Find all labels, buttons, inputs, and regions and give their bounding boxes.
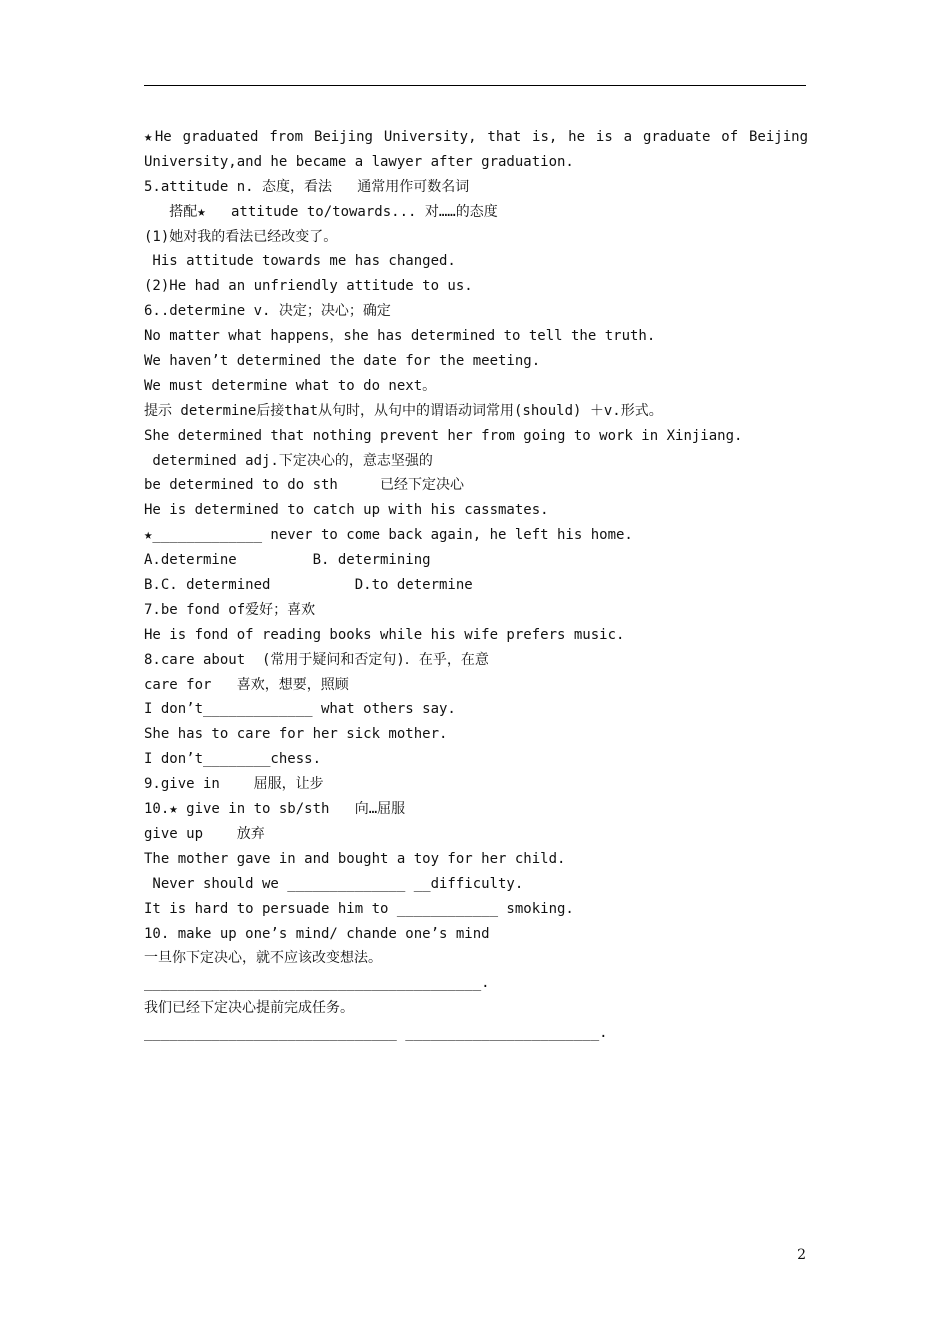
text-line: A.determine B. determining [144, 552, 431, 569]
document-body [144, 125, 808, 1046]
header-rule [144, 85, 806, 86]
text-line: His attitude towards me has changed. [144, 253, 456, 270]
text-line: ★_____________ never to come back again, he left his home. [144, 527, 633, 544]
text-line: He is fond of reading books while his wife prefers music. [144, 626, 625, 643]
text-line: be determined to do sth 已经下定决心 [144, 477, 465, 494]
text-line: B.C. determined D.to determine [144, 577, 473, 594]
text-line: (2)He had an unfriendly attitude to us. [144, 278, 473, 295]
text-line: I don’t_____________ what others say. [144, 701, 456, 718]
page-number: 2 [797, 1247, 806, 1263]
text-line: We must determine what to do next。 [144, 377, 437, 394]
text-line: The mother gave in and bought a toy for her child. [144, 850, 566, 867]
text-line: 7.be fond of爱好；喜欢 [144, 601, 316, 618]
text-line: ______________________________ _______________________. [144, 1025, 608, 1042]
text-line: 10.★ give in to sb/sth 向…屈服 [144, 801, 406, 818]
text-line: ________________________________________. [144, 975, 490, 992]
text-line: We haven’t determined the date for the meeting. [144, 353, 541, 370]
text-line: ★He graduated from Beijing University, that is, he is a graduate of Beijing [144, 129, 808, 145]
text-line: University,and he became a lawyer after graduation. [144, 153, 574, 170]
text-line: care for 喜欢，想要，照顾 [144, 676, 349, 693]
text-line: 10. make up one’s mind/ chande one’s mind [144, 925, 490, 942]
text-line: I don’t________chess. [144, 751, 322, 768]
text-line: 搭配★ attitude to/towards... 对……的态度 [144, 203, 498, 220]
text-line: determined adj.下定决心的，意志坚强的 [144, 452, 433, 469]
text-line: 5.attitude n. 态度，看法 通常用作可数名词 [144, 178, 470, 195]
text-line: She has to care for her sick mother. [144, 726, 448, 743]
text-line: (1)她对我的看法已经改变了。 [144, 228, 338, 245]
text-line: 一旦你下定决心，就不应该改变想法。 [144, 950, 382, 967]
text-line: He is determined to catch up with his cassmates. [144, 502, 549, 519]
text-line: No matter what happens，she has determined to tell the truth. [144, 328, 656, 345]
text-line: 9.give in 屈服，让步 [144, 776, 324, 793]
text-line: 提示 determine后接that从句时，从句中的谓语动词常用(should) ＋v.形式。 [144, 402, 663, 419]
text-line: She determined that nothing prevent her from going to work in Xinjiang. [144, 427, 743, 444]
text-line: It is hard to persuade him to ____________ smoking. [144, 900, 574, 917]
text-line: 我们已经下定决心提前完成任务。 [144, 1000, 354, 1017]
text-line: give up 放弃 [144, 825, 265, 842]
text-line: 8.care about (常用于疑问和否定句)．在乎，在意 [144, 651, 489, 668]
text-line: 6..determine v. 决定；决心；确定 [144, 303, 391, 320]
text-line: Never should we ______________ __difficulty. [144, 875, 524, 892]
